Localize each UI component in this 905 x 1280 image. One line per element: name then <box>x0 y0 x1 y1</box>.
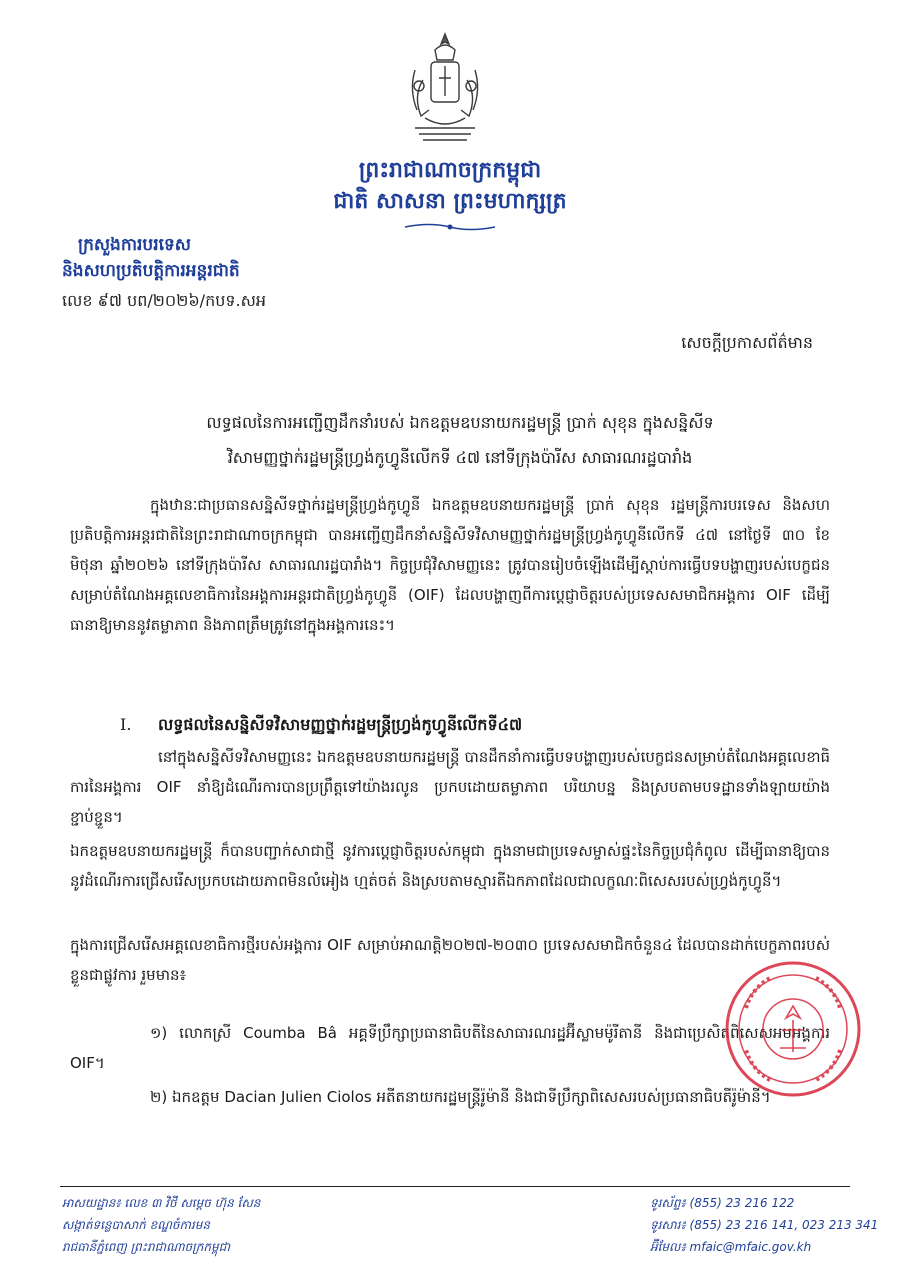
ornament-divider-icon <box>400 220 500 234</box>
document-type: សេចក្តីប្រកាសព័ត៌មាន <box>681 333 813 352</box>
royal-coat-of-arms-icon <box>395 30 495 148</box>
address-line-1: អាសយដ្ឋាន៖ លេខ ៣ វិថី សម្តេច ហ៊ុន សែន <box>62 1196 261 1210</box>
footer-divider <box>60 1186 850 1187</box>
fax-number: ទូរសារ៖ (855) 23 216 141, 023 213 341 <box>650 1218 879 1232</box>
national-motto: ជាតិ សាសនា ព្រះមហាក្សត្រ <box>333 188 567 214</box>
paragraph-3: ឯកឧត្តមឧបនាយករដ្ឋមន្ត្រី ក៏បានបញ្ជាក់សាជាថ្មី នូវការប្តេជ្ញាចិត្តរបស់កម្ពុជា ក្នុងនាមជាប្រទេសម្ចាស់ផ្ទះនៃកិច្ចប្រជុំកំពូល ដើម្បីធានាឱ្យបាននូវដំណើរការជ្រើសរើសប្រកបដោយភាពមិនលំអៀង ហ្មត់ចត់ និងស្របតាមស្មារតីឯកភាពដែលជាលក្ខណៈពិសេសរបស់ហ្វ្រង់កូហ្វូនី។ <box>70 842 830 890</box>
email-address[interactable]: អ៊ីមែល៖ mfaic@mfaic.gov.kh <box>650 1240 812 1254</box>
footer-contact <box>650 1192 878 1258</box>
phone-number: ទូរស័ព្ទ៖ (855) 23 216 122 <box>650 1196 795 1210</box>
address-line-3: រាជធានីភ្នំពេញ ព្រះរាជាណាចក្រកម្ពុជា <box>62 1240 230 1254</box>
candidate-item-1: ១) លោកស្រី Coumba Bâ អគ្គទីប្រឹក្សាប្រធានាធិបតីនៃសាធារណរដ្ឋអ៊ីស្លាមម៉ូរីតានី និងជាប្រេសិតពិសេសអមអង្គការ OIF។ <box>70 1024 830 1072</box>
address-line-2: សង្កាត់ទន្លេបាសាក់ ខណ្ឌចំការមន <box>62 1218 210 1232</box>
candidate-item-2: ២) ឯកឧត្តម Dacian Julien Ciolos អតីតនាយករដ្ឋមន្ត្រីរ៉ូម៉ានី និងជាទីប្រឹក្សាពិសេសរបស់ប្រធានាធិបតីរ៉ូម៉ានី។ <box>150 1088 771 1106</box>
kingdom-name: ព្រះរាជាណាចក្រកម្ពុជា <box>358 157 542 183</box>
title-line1: លទ្ធផលនៃការអញ្ជើញដឹកនាំរបស់ ឯកឧត្តមឧបនាយករដ្ឋមន្ត្រី ប្រាក់ សុខុន ក្នុងសន្និសីទ <box>206 413 714 432</box>
paragraph-2: នៅក្នុងសន្និសីទវិសាមញ្ញនេះ ឯកឧត្តមឧបនាយករដ្ឋមន្ត្រី បានដឹកនាំការធ្វើបទបង្ហាញរបស់បេក្ខជនសម្រាប់តំណែងអគ្គលេខាធិការនៃអង្គការ OIF នាំឱ្យដំណើរការបានប្រព្រឹត្តទៅយ៉ាងរលូន ប្រកបដោយតម្លាភាព បរិយាបន្ន និងស្របតាមបទដ្ឋានទាំងឡាយយ៉ាងខ្ជាប់ខ្ជួន។ <box>70 748 830 826</box>
title-line2: វិសាមញ្ញថ្នាក់រដ្ឋមន្ត្រីហ្វ្រង់កូហ្វូនីលើកទី ៤៧ នៅទីក្រុងប៉ារីស សាធារណរដ្ឋបារាំង <box>227 448 693 467</box>
paragraph-4: ក្នុងការជ្រើសរើសអគ្គលេខាធិការថ្មីរបស់អង្គការ OIF សម្រាប់អាណត្តិ២០២៧-២០៣០ ប្រទេសសមាជិកចំនួន៤ ដែលបានដាក់បេក្ខភាពរបស់ខ្លួនជាផ្លូវការ រួមមាន៖ <box>70 936 830 984</box>
intro-paragraph: ក្នុងឋានៈជាប្រធានសន្និសីទថ្នាក់រដ្ឋមន្ត្រីហ្វ្រង់កូហ្វូនី ឯកឧត្តមឧបនាយករដ្ឋមន្ត្រី ប្រាក់ សុខុន រដ្ឋមន្ត្រីការបរទេស និងសហប្រតិបត្តិការអន្តរជាតិនៃព្រះរាជាណាចក្រកម្ពុជា បានអញ្ជើញដឹកនាំសន្និសីទវិសាមញ្ញថ្នាក់រដ្ឋមន្ត្រីហ្វ្រង់កូហ្វូនីលើកទី ៤៧ នៅថ្ងៃទី ៣០ ខែមិថុនា ឆ្នាំ២០២៦ នៅទីក្រុងប៉ារីស សាធារណរដ្ឋបារាំង។ កិច្ចប្រជុំវិសាមញ្ញនេះ ត្រូវបានរៀបចំឡើងដើម្បីស្តាប់ការធ្វើបទបង្ហាញរបស់បេក្ខជនសម្រាប់តំណែងអគ្គលេខាធិការនៃអង្គការអន្តរជាតិហ្វ្រង់កូហ្វូនី (OIF) ដែលបង្ហាញពីការប្តេជ្ញាចិត្តរបស់ប្រទេសសមាជិកអង្គការ OIF ដើម្បីធានាឱ្យមាននូវតម្លាភាព និងភាពត្រឹមត្រូវនៅក្នុងអង្គការនេះ។ <box>70 496 830 634</box>
section-title: លទ្ធផលនៃសន្និសីទវិសាមញ្ញថ្នាក់រដ្ឋមន្ត្រីហ្វ្រង់កូហ្វូនីលើកទី៤៧ <box>158 715 523 734</box>
section-number: I. <box>120 715 132 734</box>
official-seal-icon <box>722 958 864 1100</box>
footer-address <box>62 1192 260 1258</box>
ministry-name-line2: និងសហប្រតិបត្តិការអន្តរជាតិ <box>62 261 240 281</box>
reference-number: លេខ ៩៧ បព/២០២៦/កបទ.សអ <box>62 291 267 310</box>
ministry-name-line1: ក្រសួងការបរទេស <box>78 235 191 255</box>
